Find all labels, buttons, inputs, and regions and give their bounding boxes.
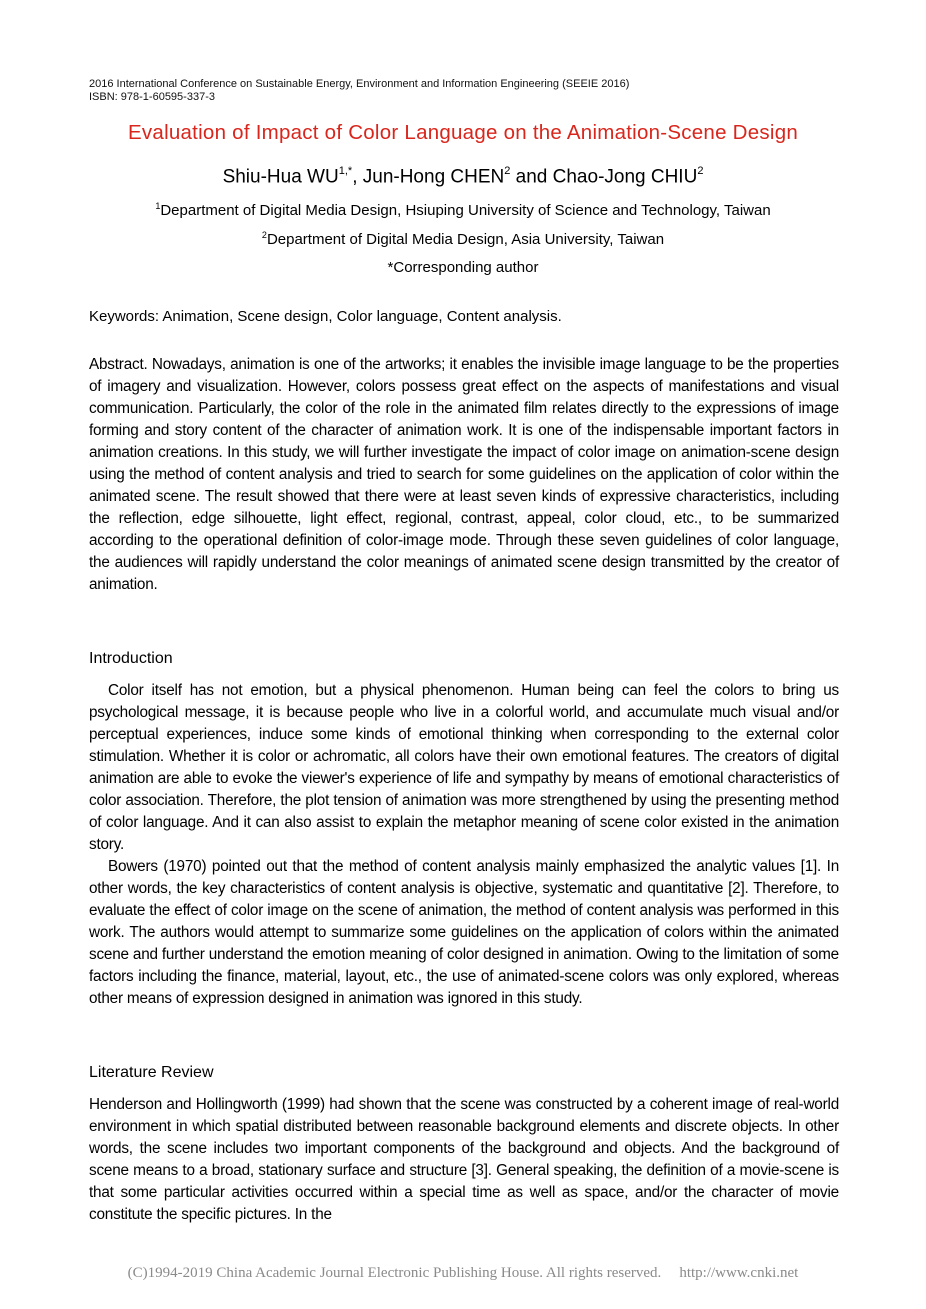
- abstract-text: Nowadays, animation is one of the artworks; it enables the invisible image language to be the properties of imagery and visualization. However, colors possess great effect on the aspects of manifestations and visual communication. Particularly, the color of the role in the animated film relates directly to the expressions of image forming and story content of the character of animation work. It is one of the indispensable important factors in animation creations. In this study, we will further investigate the impact of color image on animation-scene design using the method of content analysis and tried to search for some guidelines on the application of color within the animated scene. The result showed that there were at least seven kinds of expressive characteristics, including the reflection, edge silhouette, light effect, regional, contrast, appeal, color cloud, etc., to be summarized according to the operational definition of color-image mode. Through these seven guidelines of color language, the audiences will rapidly understand the color meanings of animated scene design transmitted by the creator of animation.: [89, 356, 839, 593]
- corresponding-author-note: *Corresponding author: [387, 259, 539, 276]
- author-name: Shiu-Hua WU: [222, 166, 339, 188]
- author-name: Chao-Jong CHIU: [552, 166, 698, 188]
- keywords: [89, 308, 562, 325]
- section-heading-literature-review: Literature Review: [89, 1064, 214, 1081]
- author-name: Jun-Hong CHEN: [362, 166, 505, 188]
- isbn: ISBN: 978-1-60595-337-3: [89, 91, 215, 103]
- affiliation-2: [0, 230, 926, 248]
- affiliation-mark: 1: [155, 201, 161, 211]
- affiliation-text: Department of Digital Media Design, Asia University, Taiwan: [266, 231, 665, 248]
- affiliation-text: Department of Digital Media Design, Hsiuping University of Science and Technology, Taiwan: [160, 202, 771, 219]
- author-affiliation-mark: 2: [504, 165, 511, 177]
- abstract-label: Abstract.: [89, 356, 148, 373]
- author-separator: ,: [352, 166, 363, 188]
- author-separator: and: [510, 166, 553, 188]
- abstract: [89, 354, 839, 596]
- introduction-body: [89, 680, 839, 1010]
- paragraph: Bowers (1970) pointed out that the method of content analysis mainly emphasized the analytic values [1]. In other words, the key characteristics of content analysis is objective, systematic and quantitative [2]. Therefore, to evaluate the effect of color image on the scene of animation, the method of content analysis was performed in this work. The authors would attempt to summarize some guidelines on the application of colors within the animated scene and further understand the emotion meaning of color designed in animation. Owing to the limitation of some factors including the finance, material, layout, etc., the use of animated-scene colors was only explored, whereas other means of expression designed in animation was ignored in this study.: [89, 858, 839, 1007]
- paper-title: Evaluation of Impact of Color Language on the Animation-Scene Design: [128, 121, 798, 144]
- copyright-text: (C)1994-2019 China Academic Journal Electronic Publishing House. All rights reserved.: [127, 1265, 662, 1281]
- paragraph: Color itself has not emotion, but a physical phenomenon. Human being can feel the colors to bring us psychological message, it is because people who live in a colorful world, and accumulate much visual and/or perceptual experiences, induce some kinds of emotional thinking when corresponding to the external color stimulation. Whether it is color or achromatic, all colors have their own emotional features. The creators of digital animation are able to evoke the viewer's experience of life and sympathy by means of emotional characteristics of color association. Therefore, the plot tension of animation was more strengthened by using the presenting method of color language. And it can also assist to explain the metaphor meaning of scene color existed in the animation story.: [89, 682, 839, 853]
- conference-name: 2016 International Conference on Sustainable Energy, Environment and Information Engineering (SEEIE 2016): [89, 78, 630, 90]
- paragraph: Henderson and Hollingworth (1999) had shown that the scene was constructed by a coherent image of real-world environment in which spatial distributed between reasonable background elements and discrete objects. In other words, the scene includes two important components of the background and objects. And the background of scene means to a broad, stationary surface and structure [3]. General speaking, the definition of a movie-scene is that some particular activities occurred within a special time as well as space, and/or the character of movie constitute the specific pictures. In the: [89, 1096, 839, 1223]
- author-affiliation-mark: 2: [697, 165, 704, 177]
- keywords-text: Animation, Scene design, Color language, Content analysis.: [162, 308, 562, 325]
- section-heading-introduction: Introduction: [89, 650, 173, 667]
- author-list: [0, 166, 926, 188]
- copyright-footer: [0, 1265, 926, 1282]
- author-affiliation-mark: 1,*: [338, 165, 353, 177]
- conference-header: [89, 78, 629, 104]
- affiliation-mark: 2: [261, 230, 267, 240]
- literature-body: [89, 1094, 839, 1226]
- site-url[interactable]: http://www.cnki.net: [679, 1265, 799, 1281]
- affiliation-1: [0, 201, 926, 219]
- keywords-label: Keywords:: [89, 308, 160, 325]
